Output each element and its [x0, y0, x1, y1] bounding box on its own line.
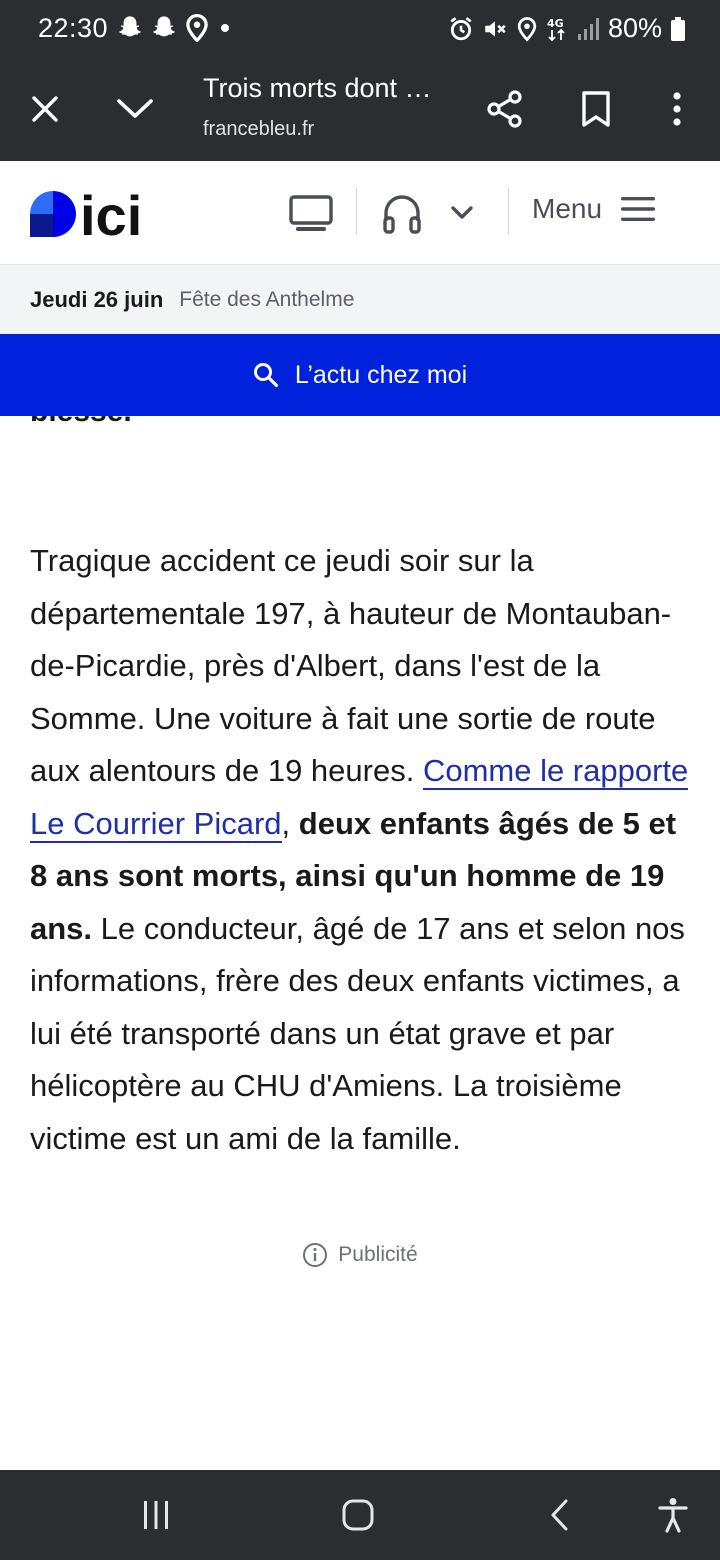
paragraph-text: ,	[281, 805, 299, 841]
date-day: Jeudi 26 juin	[30, 286, 164, 312]
ad-label-text: Publicité	[338, 1243, 418, 1266]
alarm-icon	[448, 16, 474, 42]
status-left-icons	[116, 14, 234, 47]
site-header	[0, 161, 720, 265]
header-divider	[508, 188, 509, 234]
menu-button[interactable]	[532, 193, 656, 225]
tv-icon	[288, 193, 334, 233]
search-icon	[253, 362, 279, 388]
svg-text:4G: 4G	[546, 16, 564, 30]
location-icon	[184, 14, 210, 47]
home-icon	[341, 1498, 375, 1532]
recent-apps-button[interactable]	[133, 1492, 179, 1538]
more-options-button[interactable]	[650, 82, 704, 136]
dot-icon	[216, 19, 234, 42]
tv-button[interactable]	[288, 193, 334, 233]
chevron-down-icon	[116, 97, 154, 121]
local-news-label: L’actu chez moi	[294, 360, 468, 389]
local-news-button[interactable]	[0, 334, 720, 416]
logo-text: ici	[80, 189, 142, 239]
home-button[interactable]	[335, 1492, 381, 1538]
article-paragraph	[30, 535, 700, 1165]
chevron-down-icon	[448, 199, 476, 227]
battery-percent: 80%	[607, 13, 662, 43]
bookmark-button[interactable]	[569, 82, 623, 136]
status-time: 22:30	[38, 13, 109, 43]
paragraph-bold-text: deux enfants âgés de 5 et 8 ans sont morts, ainsi qu'un homme de 19 ans.	[30, 805, 677, 946]
battery-icon	[670, 16, 686, 42]
mute-icon	[482, 16, 508, 42]
date-bar	[0, 265, 720, 334]
radio-dropdown-button[interactable]	[448, 199, 476, 227]
snapchat-icon	[150, 14, 178, 47]
back-icon	[548, 1498, 572, 1532]
share-button[interactable]	[478, 82, 532, 136]
signal-icon	[576, 16, 600, 42]
ad-label	[0, 1242, 720, 1268]
close-tab-button[interactable]	[18, 82, 72, 136]
page-title[interactable]: Trois morts dont …	[203, 73, 432, 103]
status-right	[448, 13, 686, 44]
info-icon[interactable]	[302, 1242, 328, 1268]
share-icon	[485, 89, 525, 129]
recent-apps-icon	[140, 1499, 172, 1531]
menu-label: Menu	[532, 193, 603, 224]
4g-icon	[546, 16, 568, 42]
close-icon	[29, 93, 61, 125]
hamburger-icon	[620, 196, 656, 222]
header-divider	[356, 188, 357, 234]
courrier-picard-link[interactable]: Comme le rapporte Le Courrier Picard	[30, 753, 689, 841]
more-vertical-icon	[671, 91, 683, 127]
saint-of-day: Fête des Anthelme	[179, 287, 355, 311]
system-navigation-bar	[0, 1470, 720, 1560]
minimize-tab-button[interactable]	[108, 82, 162, 136]
custom-tab-toolbar	[0, 58, 720, 161]
bookmark-icon	[581, 90, 611, 128]
status-bar	[0, 0, 720, 58]
headphones-icon	[380, 191, 424, 235]
accessibility-button[interactable]	[650, 1492, 696, 1538]
snapchat-icon	[116, 14, 144, 47]
paragraph-text: Tragique accident ce jeudi soir sur la départementale 197, à hauteur de Montauban-de-Picardie, près d'Albert, dans l'est de la Somme. Une voiture à fait une sortie de route aux alentours de 19 heures.	[30, 543, 672, 788]
paragraph-text: Le conducteur, âgé de 17 ans et selon nos informations, frère des deux enfants victimes, a lui été transporté dans un état grave et par hélicoptère au CHU d'Amiens. La troisième victime est un ami de la famille.	[30, 910, 685, 1156]
location-icon	[516, 16, 538, 42]
back-button[interactable]	[537, 1492, 583, 1538]
radio-button[interactable]	[380, 191, 424, 235]
page-domain[interactable]: francebleu.fr	[203, 118, 315, 140]
ici-logo[interactable]	[30, 189, 142, 239]
accessibility-icon	[658, 1497, 688, 1533]
